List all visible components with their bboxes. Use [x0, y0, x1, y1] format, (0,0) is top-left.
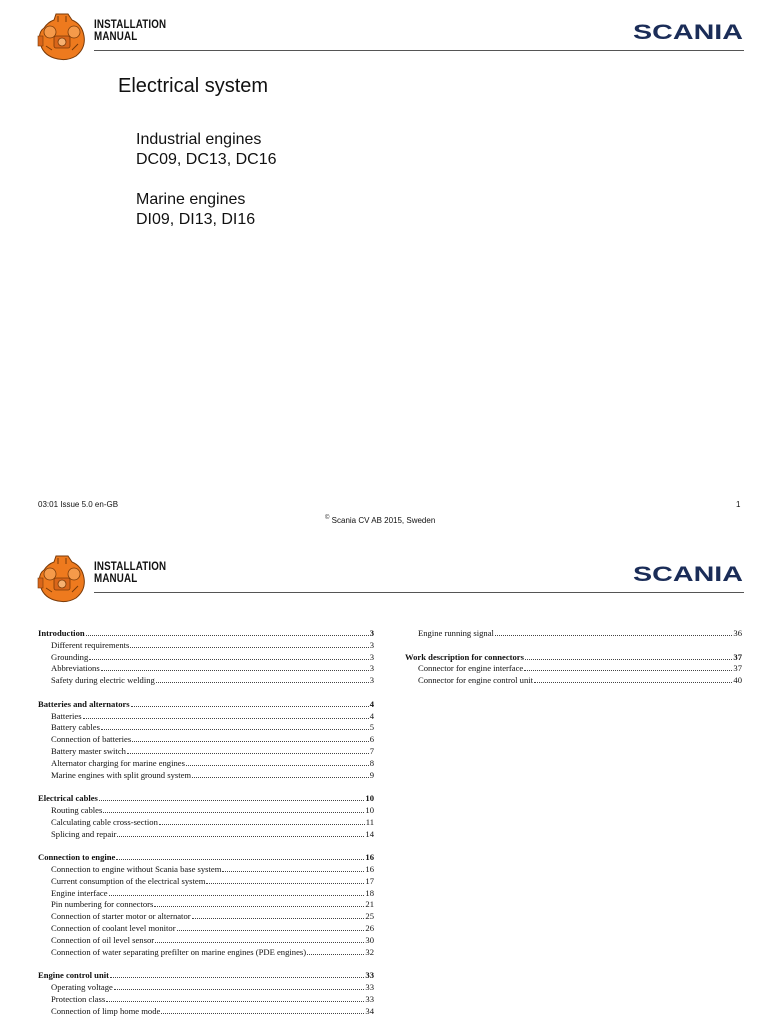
marine-heading: Marine engines	[136, 191, 246, 208]
toc-label: Battery master switch	[51, 746, 126, 756]
toc-label: Connection of starter motor or alternator	[51, 911, 191, 922]
toc-entry[interactable]	[51, 921, 374, 933]
toc-entry[interactable]	[51, 650, 374, 662]
copyright	[325, 515, 435, 525]
toc-right-column	[405, 626, 742, 696]
toc-entry[interactable]	[51, 720, 374, 732]
toc-page-number: 26	[365, 923, 374, 933]
marine-models: DI09, DI13, DI16	[136, 211, 256, 228]
toc-leader	[99, 800, 365, 801]
toc-label: Connection of oil level sensor	[51, 934, 155, 945]
toc-page-number: 34	[365, 1005, 374, 1016]
toc-leader	[525, 659, 732, 660]
manual-title	[94, 19, 166, 43]
toc-page-number: 3	[369, 628, 374, 638]
toc-entry[interactable]	[51, 756, 374, 768]
toc-label: Safety during electric welding	[51, 675, 155, 686]
header-divider	[94, 592, 744, 593]
toc-label: Protection class	[51, 993, 106, 1004]
toc-label: Engine interface	[51, 887, 108, 898]
toc-section[interactable]	[38, 850, 374, 862]
toc-page-number: 36	[733, 628, 742, 638]
toc-page-number: 8	[369, 757, 374, 768]
toc-label: Current consumption of the electrical system	[51, 875, 206, 886]
toc-leader	[192, 918, 365, 919]
manual-title-line2: MANUAL	[94, 31, 138, 43]
toc-left-column	[38, 626, 374, 1018]
toc-entry[interactable]	[51, 874, 374, 886]
toc-page-number: 33	[365, 993, 374, 1004]
page-number: 1	[736, 500, 741, 509]
toc-page-number: 5	[369, 722, 374, 733]
toc-page-number: 37	[733, 663, 742, 674]
manual-title	[94, 561, 166, 585]
toc-leader	[154, 906, 364, 907]
toc-leader	[206, 883, 364, 884]
toc-leader	[89, 659, 368, 660]
toc-label: Routing cables	[51, 805, 103, 815]
page2	[0, 540, 768, 1024]
issue-info: 03:01 Issue 5.0 en-GB	[38, 500, 119, 509]
toc-page-number: 9	[369, 769, 374, 780]
toc-page-number: 30	[365, 934, 374, 945]
manual-title-line1: INSTALLATION	[94, 561, 167, 573]
toc-label: Different requirements	[51, 639, 130, 650]
toc-page-number: 25	[365, 911, 374, 922]
toc-entry[interactable]	[51, 862, 374, 874]
toc-leader	[177, 930, 365, 931]
toc-page-number: 32	[365, 946, 374, 957]
toc-entry[interactable]	[51, 992, 374, 1004]
toc-entry[interactable]	[51, 980, 374, 992]
toc-entry[interactable]	[51, 732, 374, 744]
toc-page-number: 3	[369, 651, 374, 662]
toc-leader	[110, 977, 364, 978]
page1-header	[0, 0, 768, 60]
toc-label: Engine control unit	[38, 970, 109, 981]
scania-wordmark: SCANIA	[633, 563, 743, 584]
toc-leader	[159, 824, 365, 825]
toc-label: Calculating cable cross-section	[51, 816, 158, 827]
toc-page-number: 4	[369, 698, 374, 709]
toc-page-number: 14	[365, 828, 374, 839]
toc-label: Alternator charging for marine engines	[51, 757, 185, 768]
toc-page-number: 37	[733, 651, 742, 662]
manual-title-line2: MANUAL	[94, 573, 138, 585]
toc-section[interactable]	[38, 968, 374, 980]
toc-entry[interactable]	[51, 945, 374, 957]
toc-page-number: 6	[369, 734, 374, 745]
toc-page-number: 33	[365, 970, 374, 981]
toc-label: Battery cables	[51, 722, 100, 733]
toc-page-number: 18	[365, 887, 374, 898]
toc-page-number: 4	[369, 710, 374, 721]
toc-leader	[103, 812, 364, 813]
toc-label: Grounding	[51, 651, 89, 662]
toc-label: Batteries	[51, 710, 82, 721]
toc-entry[interactable]	[51, 897, 374, 909]
toc-leader	[127, 753, 369, 754]
toc-entry[interactable]	[51, 673, 374, 685]
toc-label: Operating voltage	[51, 982, 113, 992]
toc-entry[interactable]	[51, 768, 374, 780]
engine-logo-icon	[34, 552, 88, 604]
toc-section[interactable]	[38, 697, 374, 709]
toc-leader	[117, 836, 364, 837]
toc-entry[interactable]	[51, 661, 374, 673]
toc-leader	[83, 718, 369, 719]
toc-label: Pin numbering for connectors	[51, 899, 154, 910]
toc-leader	[192, 777, 369, 778]
toc-label: Connection to engine without Scania base system	[51, 864, 222, 874]
toc-page-number: 16	[365, 852, 374, 863]
toc-leader	[524, 670, 732, 671]
toc-page-number: 10	[365, 805, 374, 815]
toc-leader	[186, 765, 369, 766]
toc-label: Connection of coolant level monitor	[51, 923, 176, 933]
toc-label: Connection to engine	[38, 852, 116, 863]
toc-leader	[132, 741, 369, 742]
toc-label: Work description for connectors	[405, 651, 524, 662]
toc-label: Connection of batteries	[51, 734, 132, 745]
industrial-heading: Industrial engines	[136, 131, 262, 148]
toc-label: Introduction	[38, 628, 85, 638]
toc-entry[interactable]	[51, 909, 374, 921]
toc-entry[interactable]	[51, 815, 374, 827]
toc-leader	[130, 647, 368, 648]
toc-page-number: 11	[365, 816, 374, 827]
toc-entry[interactable]	[51, 1004, 374, 1016]
toc-section[interactable]	[405, 650, 742, 662]
toc-page-number: 3	[369, 639, 374, 650]
toc-entry[interactable]	[418, 626, 742, 638]
toc-page-number: 40	[733, 675, 742, 686]
toc-page-number: 21	[365, 899, 374, 910]
toc-label: Electrical cables	[38, 793, 98, 804]
toc-entry[interactable]	[418, 673, 742, 685]
toc-leader	[161, 1013, 364, 1014]
toc-label: Engine running signal	[418, 628, 494, 638]
scania-logo	[633, 20, 743, 42]
header-divider	[94, 50, 744, 51]
toc-leader	[114, 989, 365, 990]
toc-section[interactable]	[38, 791, 374, 803]
toc-entry[interactable]	[418, 661, 742, 673]
toc-leader	[156, 682, 369, 683]
toc-leader	[131, 706, 369, 707]
scania-logo	[633, 562, 743, 584]
toc-entry[interactable]	[51, 827, 374, 839]
toc-page-number: 10	[365, 793, 374, 804]
toc-label: Connection of water separating prefilter on marine engines (PDE engines)	[51, 946, 307, 957]
toc-entry[interactable]	[51, 709, 374, 721]
page2-header	[0, 542, 768, 602]
toc-leader	[534, 682, 732, 683]
toc-page-number: 17	[365, 875, 374, 886]
toc-page-number: 7	[369, 746, 374, 756]
copyright-symbol: ©	[325, 515, 330, 521]
document-title: Electrical system	[118, 75, 269, 97]
toc-page-number: 3	[369, 675, 374, 686]
toc-page-number: 33	[365, 982, 374, 992]
toc-leader	[116, 859, 364, 860]
toc-leader	[106, 1001, 364, 1002]
toc-leader	[155, 942, 364, 943]
toc-entry[interactable]	[51, 933, 374, 945]
toc-leader	[222, 871, 364, 872]
toc-entry[interactable]	[51, 886, 374, 898]
toc-leader	[101, 670, 369, 671]
toc-label: Connector for engine interface	[418, 663, 524, 674]
engine-logo-icon	[34, 10, 88, 62]
toc-leader	[86, 635, 369, 636]
toc-label: Batteries and alternators	[38, 698, 130, 709]
scania-wordmark: SCANIA	[633, 21, 743, 42]
toc-label: Splicing and repair	[51, 828, 117, 839]
copyright-text: Scania CV AB 2015, Sweden	[331, 516, 436, 525]
toc-entry[interactable]	[51, 638, 374, 650]
toc-page-number: 3	[369, 663, 374, 674]
toc-leader	[307, 954, 364, 955]
toc-label: Connector for engine control unit	[418, 675, 534, 686]
manual-title-line1: INSTALLATION	[94, 19, 167, 31]
toc-entry[interactable]	[51, 803, 374, 815]
toc-leader	[495, 635, 733, 636]
toc-section[interactable]	[38, 626, 374, 638]
toc-entry[interactable]	[51, 744, 374, 756]
toc-label: Connection of limp home mode	[51, 1005, 161, 1016]
toc-page-number: 16	[365, 864, 374, 874]
toc-leader	[101, 729, 369, 730]
industrial-models: DC09, DC13, DC16	[136, 151, 277, 168]
toc-label: Abbreviations	[51, 663, 100, 674]
toc-leader	[109, 895, 365, 896]
toc-label: Marine engines with split ground system	[51, 769, 192, 780]
